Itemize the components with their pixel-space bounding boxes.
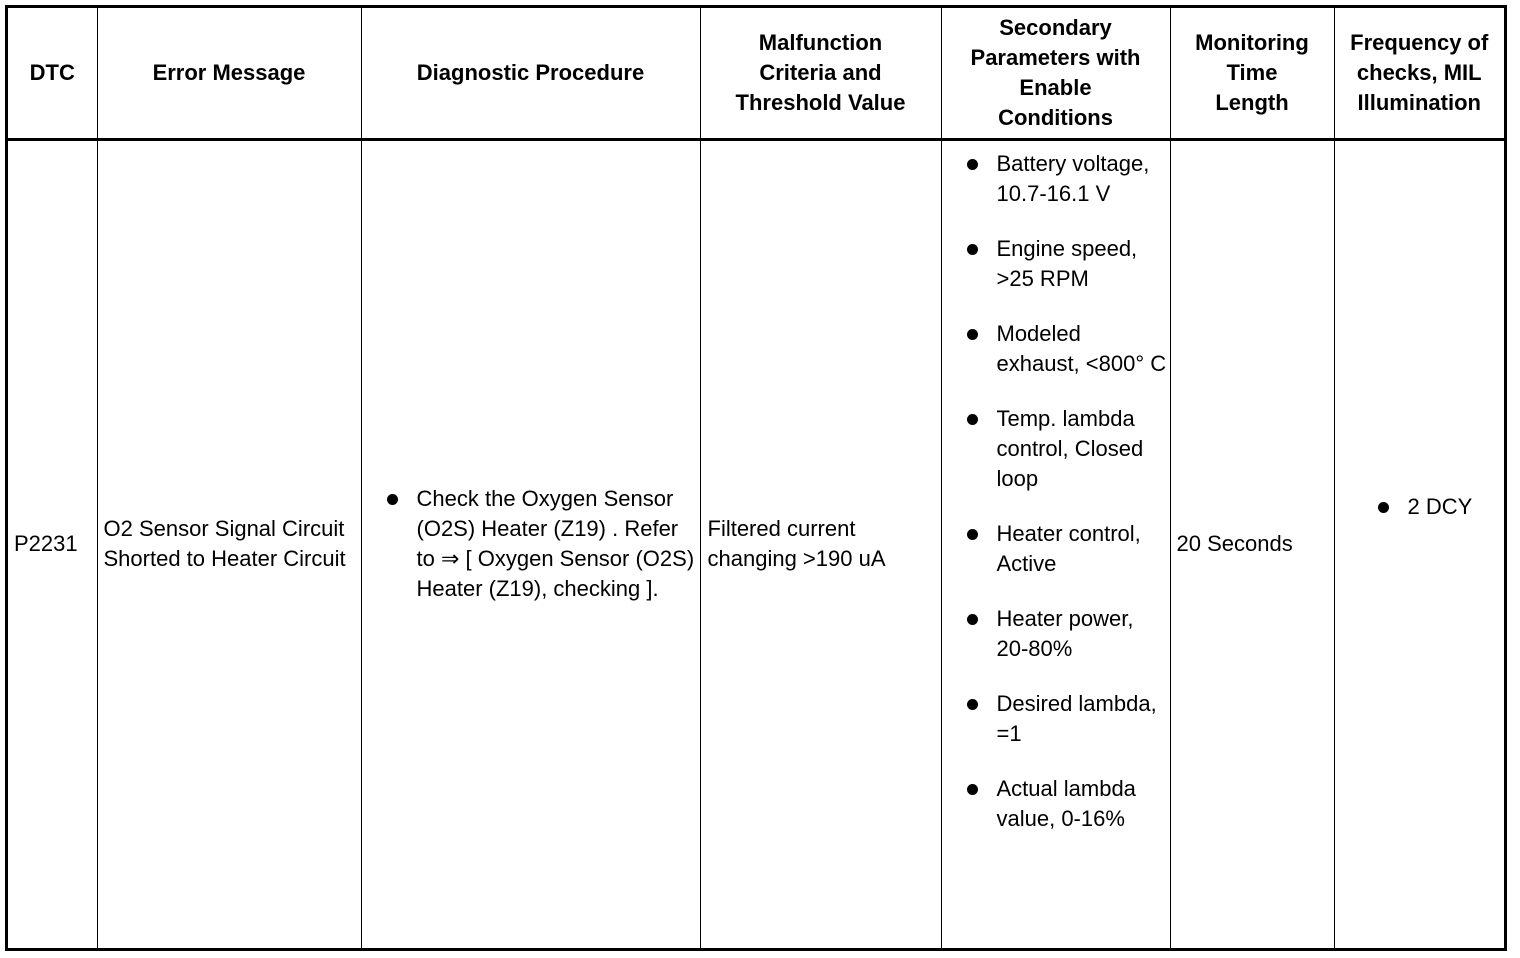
header-secondary-parameters [941, 8, 1170, 139]
list-item: Battery voltage, 10.7-16.1 V [942, 149, 1170, 209]
header-monitoring-line: Monitoring [1195, 29, 1309, 55]
header-row [8, 8, 1504, 139]
header-secondary-line: Secondary [999, 14, 1112, 40]
header-dtc-text: DTC [29, 59, 75, 85]
frequency-wrap [1335, 492, 1505, 522]
header-secondary-line: Conditions [998, 104, 1113, 130]
header-secondary-line: Parameters with [970, 44, 1141, 70]
cell-secondary-parameters [941, 139, 1170, 948]
list-item: Engine speed, >25 RPM [942, 234, 1170, 294]
header-frequency [1334, 8, 1504, 139]
list-item: 2 DCY [1335, 492, 1505, 522]
cell-frequency [1334, 139, 1504, 948]
list-item: Check the Oxygen Sensor (O2S) Heater (Z19) . Refer to ⇒ [ Oxygen Sensor (O2S) Heater (Z19), checking ]. [362, 484, 700, 604]
cell-error-message: O2 Sensor Signal Circuit Shorted to Heater Circuit [97, 139, 361, 948]
cell-monitoring-time: 20 Seconds [1170, 139, 1334, 948]
frequency-list [1335, 492, 1505, 522]
diagnostic-procedure-list [362, 484, 700, 604]
secondary-parameters-list [942, 141, 1170, 834]
header-monitoring-line: Time [1226, 59, 1278, 85]
header-malfunction-criteria [700, 8, 941, 139]
header-dtc [8, 8, 97, 139]
list-item: Modeled exhaust, <800° C [942, 319, 1170, 379]
list-item: Actual lambda value, 0-16% [942, 774, 1170, 834]
header-diagnostic-procedure-text: Diagnostic Procedure [416, 59, 645, 85]
header-malfunction-line: Criteria and [759, 59, 882, 85]
header-frequency-line: Frequency of [1350, 29, 1489, 55]
header-error-message [97, 8, 361, 139]
list-item: Desired lambda, =1 [942, 689, 1170, 749]
cell-dtc-code: P2231 [14, 531, 78, 557]
header-malfunction-line: Threshold Value [735, 89, 906, 115]
header-error-message-text: Error Message [152, 59, 306, 85]
header-secondary-line: Enable [1019, 74, 1092, 100]
dtc-table-frame [5, 5, 1507, 951]
header-malfunction-line: Malfunction [758, 29, 883, 55]
header-frequency-line: checks, MIL [1356, 59, 1482, 85]
header-diagnostic-procedure [361, 8, 700, 139]
header-monitoring-time [1170, 8, 1334, 139]
list-item: Heater power, 20-80% [942, 604, 1170, 664]
dtc-table [8, 8, 1504, 948]
list-item: Temp. lambda control, Closed loop [942, 404, 1170, 494]
header-monitoring-line: Length [1215, 89, 1289, 115]
header-frequency-line: Illumination [1357, 89, 1481, 115]
cell-malfunction-criteria: Filtered current changing >190 uA [700, 139, 941, 948]
cell-diagnostic-procedure [361, 139, 700, 948]
table-row [8, 139, 1504, 948]
list-item: Heater control, Active [942, 519, 1170, 579]
